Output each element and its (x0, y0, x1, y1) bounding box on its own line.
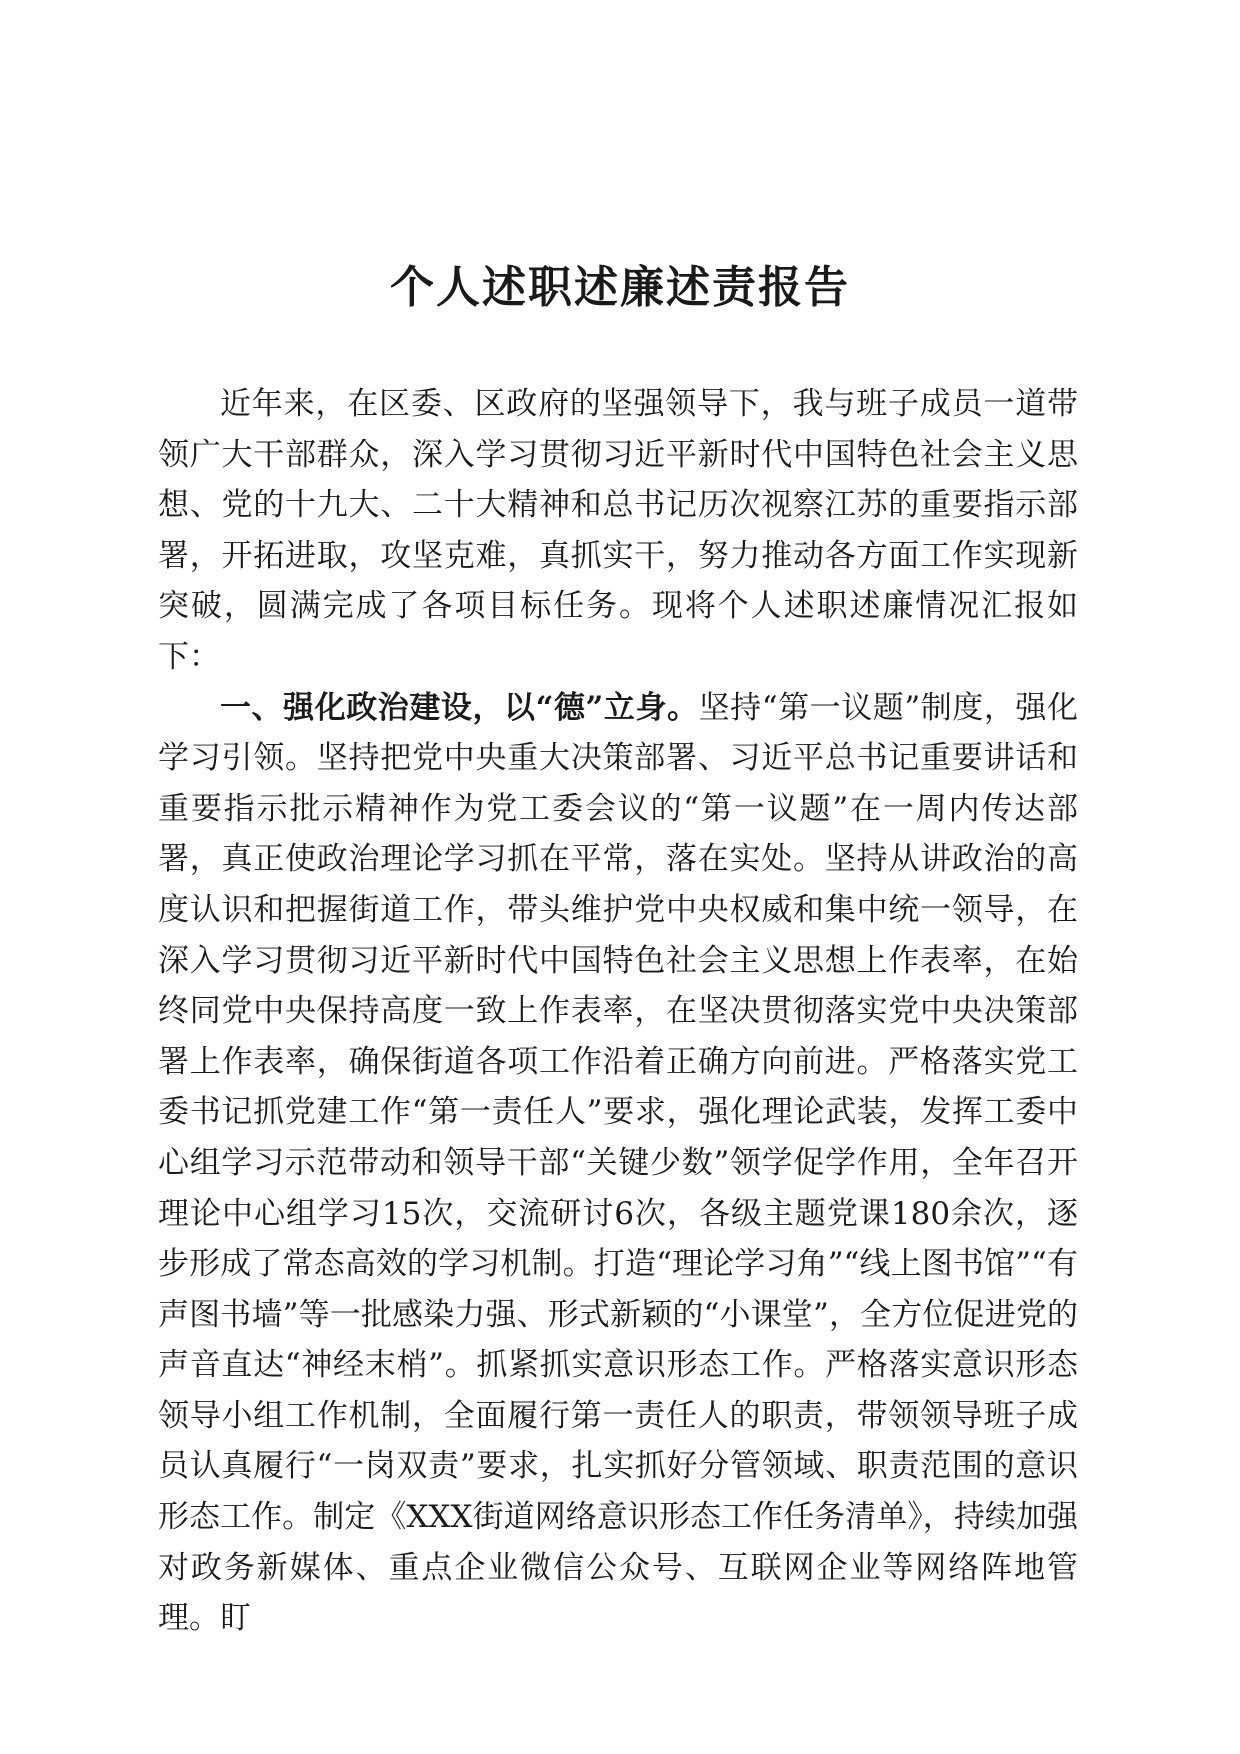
document-body (158, 379, 1078, 1644)
section-one-heading: 一、强化政治建设，以“德”立身。 (220, 689, 699, 726)
intro-paragraph (158, 379, 1078, 683)
document-title: 个人述职述廉述责报告 (390, 262, 850, 313)
intro-paragraph-text: 近年来，在区委、区政府的坚强领导下，我与班子成员一道带领广大干部群众，深入学习贯彻习近平新时代中国特色社会主义思想、党的十九大、二十大精神和总书记历次视察江苏的重要指示部署，开拓进取，攻坚克难，真抓实干，努力推动各方面工作实现新突破，圆满完成了各项目标任务。现将个人述职述廉情况汇报如下： (158, 386, 1078, 675)
section-one-paragraph (158, 683, 1078, 1644)
section-one-text: 坚持“第一议题”制度，强化学习引领。坚持把党中央重大决策部署、习近平总书记重要讲话和重要指示批示精神作为党工委会议的“第一议题”在一周内传达部署，真正使政治理论学习抓在平常，落在实处。坚持从讲政治的高度认识和把握街道工作，带头维护党中央权威和集中统一领导，在深入学习贯彻习近平新时代中国特色社会主义思想上作表率，在始终同党中央保持高度一致上作表率，在坚决贯彻落实党中央决策部署上作表率，确保街道各项工作沿着正确方向前进。严格落实党工委书记抓党建工作“第一责任人”要求，强化理论武装，发挥工委中心组学习示范带动和领导干部“关键少数”领学促学作用，全年召开理论中心组学习15次，交流研讨6次，各级主题党课180余次，逐步形成了常态高效的学习机制。打造“理论学习角”“线上图书馆”“有声图书墙”等一批感染力强、形式新颖的“小课堂”，全方位促进党的声音直达“神经末梢”。抓紧抓实意识形态工作。严格落实意识形态领导小组工作机制，全面履行第一责任人的职责，带领领导班子成员认真履行“一岗双责”要求，扎实抓好分管领域、职责范围的意识形态工作。制定《XXX街道网络意识形态工作任务清单》，持续加强对政务新媒体、重点企业微信公众号、互联网企业等网络阵地管理。盯 (158, 689, 1078, 1637)
